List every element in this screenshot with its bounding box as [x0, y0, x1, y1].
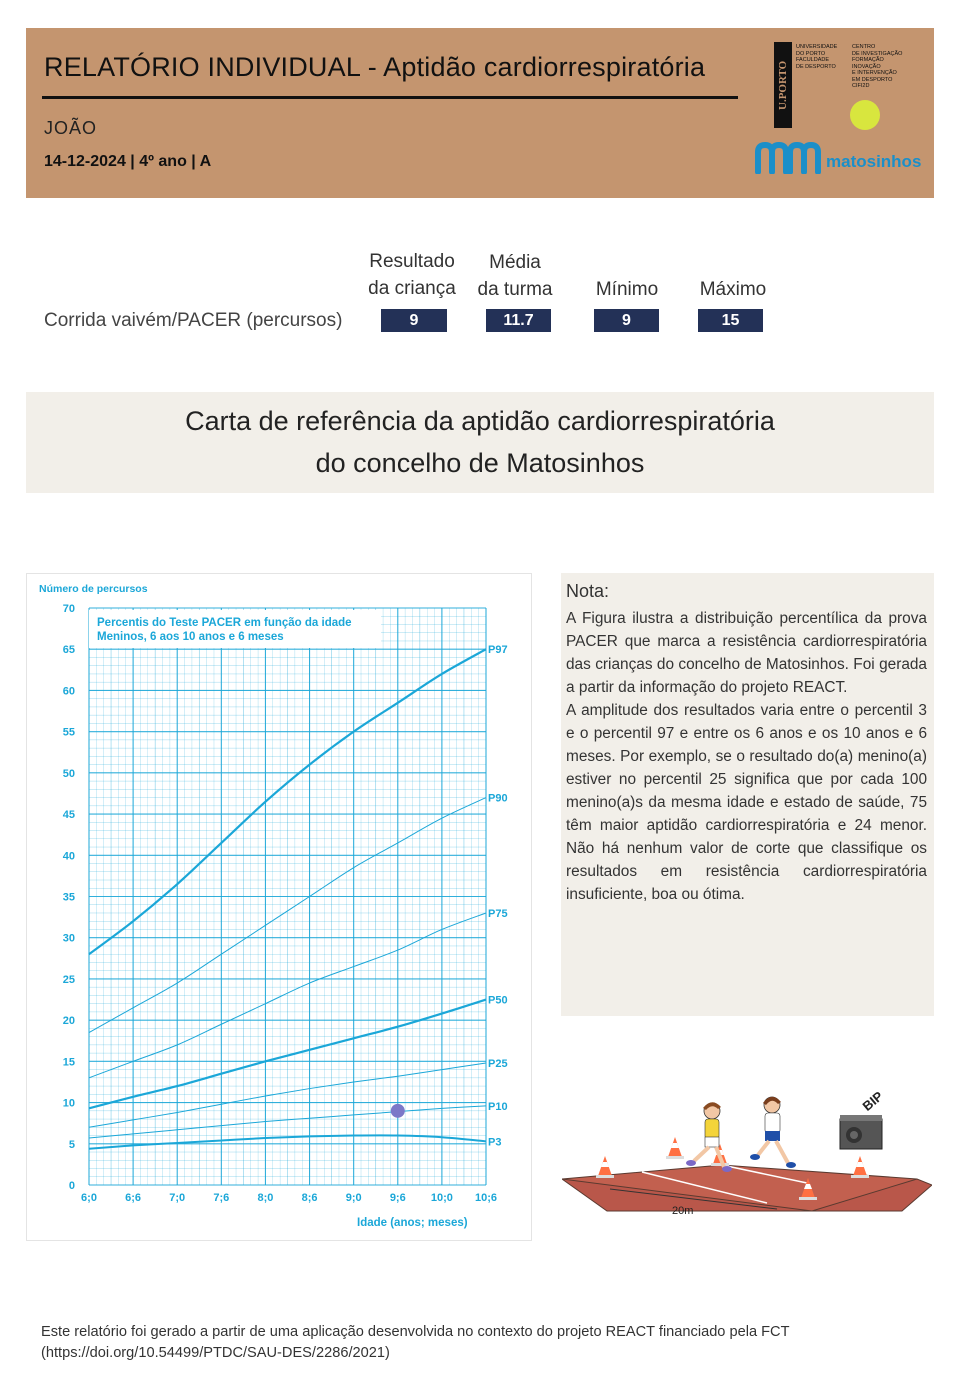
- y-tick-label: 30: [62, 932, 75, 945]
- x-tick-label: 10;0: [430, 1192, 453, 1204]
- y-tick-label: 70: [62, 603, 75, 615]
- runner-boy-icon: [750, 1097, 796, 1168]
- chart-xlabel: Idade (anos; meses): [357, 1217, 468, 1229]
- matosinhos-wordmark: matosinhos: [826, 152, 922, 171]
- series-label-p3: P3: [488, 1136, 502, 1149]
- student-name: JOÃO: [44, 118, 98, 138]
- beep-label: BIP: [859, 1088, 886, 1114]
- note-title: Nota:: [566, 581, 610, 601]
- banner-line1: Carta de referência da aptidão cardiorrespiratória: [185, 406, 775, 436]
- header-class-line2: da turma: [477, 279, 553, 300]
- series-label-p25: P25: [488, 1058, 508, 1071]
- y-tick-label: 15: [62, 1056, 75, 1069]
- y-tick-label: 40: [62, 850, 75, 863]
- series-label-p75: P75: [488, 907, 508, 920]
- report-meta: 14-12-2024 | 4º ano | A: [44, 153, 212, 170]
- x-tick-label: 8;0: [257, 1192, 274, 1204]
- y-tick-label: 5: [68, 1138, 75, 1151]
- header-min: Mínimo: [595, 279, 659, 300]
- cone-icon: [666, 1137, 684, 1159]
- footer-line1: Este relatório foi gerado a partir de uma aplicação desenvolvida no contexto do projeto REACT financiado pela FCT: [41, 1324, 790, 1340]
- chart-subtitle: Meninos, 6 aos 10 anos e 6 meses: [97, 631, 284, 643]
- distance-label: 20m: [672, 1205, 694, 1217]
- x-tick-label: 7;6: [213, 1192, 230, 1204]
- report-header: [26, 28, 934, 198]
- x-tick-label: 9;0: [345, 1192, 362, 1204]
- speaker-icon: [840, 1115, 882, 1149]
- report-title: RELATÓRIO INDIVIDUAL - Aptidão cardiorrespiratória: [44, 52, 706, 82]
- header-child-result: [356, 248, 468, 302]
- uporto-mark: U.PORTO: [774, 42, 792, 128]
- y-tick-label: 35: [62, 891, 75, 904]
- y-tick-label: 45: [62, 809, 75, 822]
- series-label-p10: P10: [488, 1100, 508, 1113]
- title-underline: [42, 96, 738, 99]
- chart-ylabel: Número de percursos: [39, 583, 148, 595]
- child-result-value: 9: [381, 309, 447, 332]
- class-mean-value: 11.7: [486, 309, 551, 332]
- x-tick-label: 10;6: [474, 1192, 498, 1204]
- chart-title: Percentis do Teste PACER em função da idade: [97, 617, 352, 629]
- header-child-line2: da criança: [368, 278, 456, 299]
- uporto-logo: [774, 42, 844, 130]
- header-class-line1: Média: [489, 252, 541, 273]
- min-value: 9: [594, 309, 659, 332]
- x-tick-label: 9;6: [389, 1192, 406, 1204]
- uporto-text: UNIVERSIDADE DO PORTO FACULDADE DE DESPORTO: [796, 44, 838, 70]
- note-box: [561, 573, 934, 1016]
- banner-line2: do concelho de Matosinhos: [315, 448, 645, 478]
- header-child-line1: Resultado: [369, 251, 455, 272]
- y-tick-label: 0: [68, 1180, 75, 1192]
- x-tick-label: 7;0: [169, 1192, 186, 1204]
- series-label-p90: P90: [488, 792, 508, 805]
- matosinhos-logo-icon: [754, 142, 824, 174]
- x-tick-label: 6;0: [81, 1192, 97, 1204]
- cifi2d-dot-icon: [850, 100, 880, 130]
- cone-icon: [851, 1156, 869, 1178]
- cone-icon: [596, 1156, 614, 1178]
- percentile-chart-svg: [27, 574, 533, 1242]
- header-max: Máximo: [699, 279, 767, 300]
- y-tick-label: 60: [62, 685, 75, 698]
- series-label-p50: P50: [488, 994, 508, 1007]
- series-label-p97: P97: [488, 644, 508, 657]
- note-paragraph-2: A amplitude dos resultados varia entre o percentil 3 e o percentil 97 e entre os 6 anos e os 10 anos e 6 meses. Por exemplo, se o resultado do(a) menino(a) estiver no percentil 25 significa que por cada 100 menino(a)s da mesma idade e estado de saúde, 75 têm maior aptidão cardiorrespiratória e 24 menor. Não há nenhum valor de corte que classifique os resultados em resistência cardiorrespiratória insuficiente, boa ou ótima.: [566, 702, 927, 903]
- cifi2d-logo: CENTRO DE INVESTIGAÇÃO FORMAÇÃO INOVAÇÃO E INTERVENÇÃO EM DESPORTO CIFI2D: [852, 44, 903, 89]
- x-tick-label: 6;6: [125, 1192, 142, 1204]
- y-tick-label: 55: [62, 726, 75, 739]
- percentile-chart: [26, 573, 532, 1241]
- reference-chart-banner: [26, 392, 934, 493]
- pacer-test-illustration: [562, 1075, 932, 1225]
- footer-line2: (https://doi.org/10.54499/PTDC/SAU-DES/2286/2021): [41, 1345, 390, 1361]
- footer: [41, 1322, 925, 1364]
- note-paragraph-1: A Figura ilustra a distribuição percentílica da prova PACER que marca a resistência cardiorrespiratória das crianças do concelho de Matosinhos. Foi gerada a partir da informação do projeto REACT.: [566, 610, 927, 696]
- y-tick-label: 25: [62, 973, 75, 986]
- note-body: [566, 607, 927, 906]
- header-class-mean: [463, 249, 567, 303]
- x-tick-label: 8;6: [301, 1192, 318, 1204]
- y-tick-label: 20: [62, 1015, 75, 1028]
- max-value: 15: [698, 309, 763, 332]
- y-tick-label: 65: [62, 644, 75, 657]
- child-result-marker: [391, 1104, 405, 1118]
- pacer-row-label: Corrida vaivém/PACER (percursos): [44, 310, 343, 331]
- y-tick-label: 10: [62, 1097, 75, 1110]
- y-tick-label: 50: [62, 767, 75, 780]
